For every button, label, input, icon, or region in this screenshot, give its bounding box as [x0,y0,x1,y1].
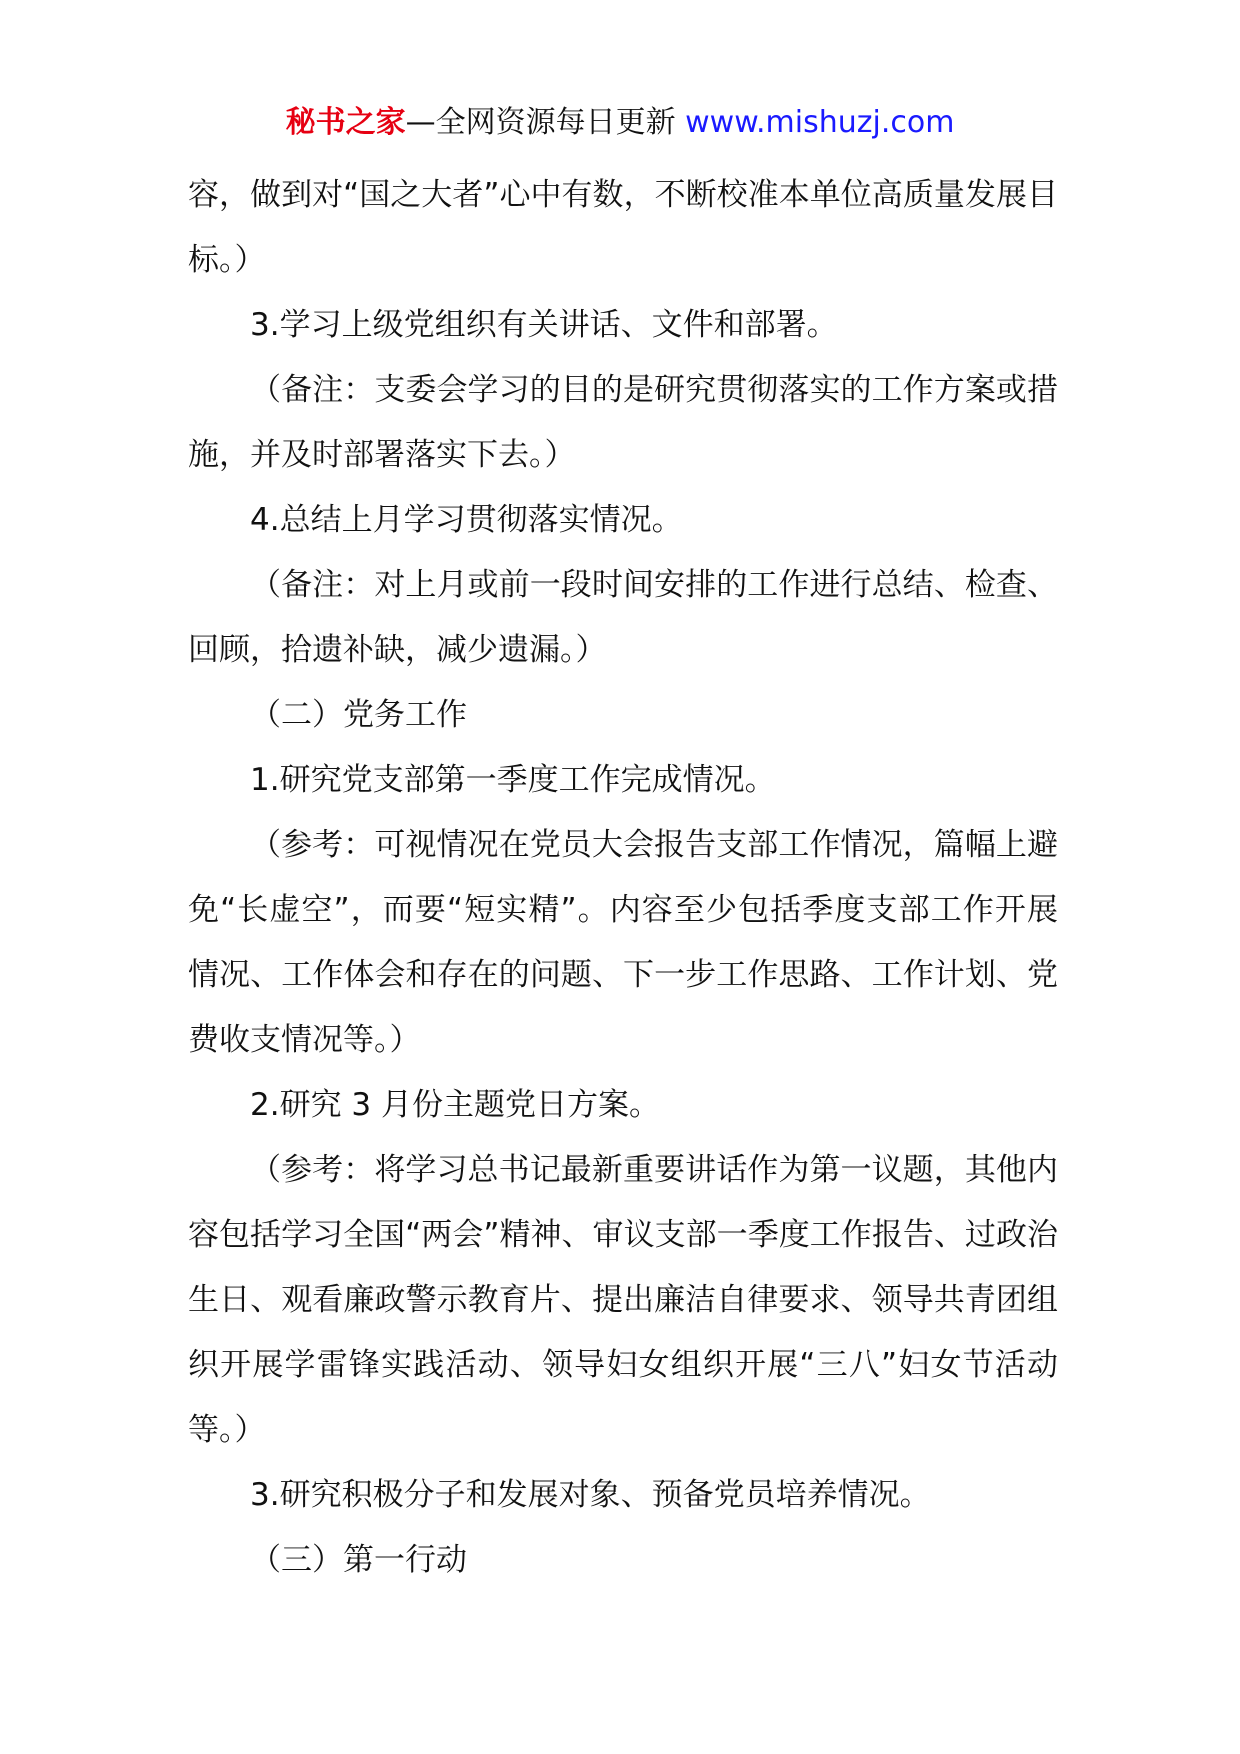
list-item: 3.学习上级党组织有关讲话、文件和部署。 [250,307,838,343]
document-body [188,163,1058,1593]
note-paragraph: （参考：可视情况在党员大会报告支部工作情况，篇幅上避免“长虚空”，而要“短实精”。内容至少包括季度支部工作开展情况、工作体会和存在的问题、下一步工作思路、工作计划、党费收支情况等。） [188,827,1058,1058]
site-tagline: —全网资源每日更新 [405,105,686,140]
list-item: 2.研究 3 月份主题党日方案。 [250,1087,661,1123]
note-paragraph: （参考：将学习总书记最新重要讲话作为第一议题，其他内容包括学习全国“两会”精神、审议支部一季度工作报告、过政治生日、观看廉政警示教育片、提出廉洁自律要求、领导共青团组织开展学雷锋实践活动、领导妇女组织开展“三八”妇女节活动等。） [188,1152,1058,1448]
list-item: 3.研究积极分子和发展对象、预备党员培养情况。 [250,1477,931,1513]
site-brand: 秘书之家 [285,105,406,140]
paragraph-continuation: 容，做到对“国之大者”心中有数，不断校准本单位高质量发展目标。） [188,177,1058,278]
list-item: 4.总结上月学习贯彻落实情况。 [250,502,683,538]
site-url-link[interactable]: www.mishuzj.com [685,105,955,140]
site-header [0,100,1240,146]
note-paragraph: （备注：支委会学习的目的是研究贯彻落实的工作方案或措施，并及时部署落实下去。） [188,372,1058,473]
section-heading: （二）党务工作 [250,697,467,733]
list-item: 1.研究党支部第一季度工作完成情况。 [250,762,776,798]
section-heading: （三）第一行动 [250,1542,467,1578]
note-paragraph: （备注：对上月或前一段时间安排的工作进行总结、检查、回顾，拾遗补缺，减少遗漏。） [188,567,1058,668]
